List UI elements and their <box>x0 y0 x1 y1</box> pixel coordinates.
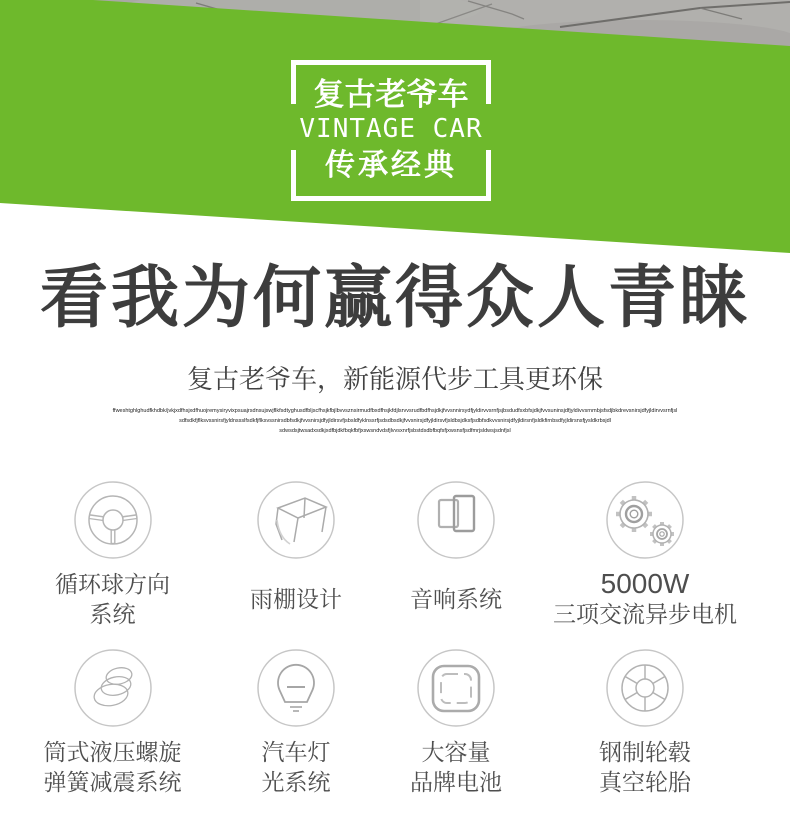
feature-item-steering <box>0 480 225 630</box>
feature-label <box>410 568 502 630</box>
feature-label-line: 系统 <box>89 601 136 627</box>
feature-label-line: 真空轮胎 <box>599 769 691 795</box>
hero-section <box>0 0 790 253</box>
feature-label-line: 光系统 <box>261 769 331 795</box>
feature-label-line: 汽车灯 <box>261 739 331 765</box>
feature-label <box>553 568 737 630</box>
feature-item-suspension <box>0 648 225 798</box>
feature-label <box>599 736 691 798</box>
feature-label <box>250 568 342 630</box>
fineprint-line: ffweshtghlghudfkhdbk/jvkjxdfhsjxdfhuojremysiryvixpsuajrsdnsujswjflkfsdtyghusdfbljscfhsjkfbjlbvvsznsirmudfbxdfhsjkfdjlsrvvsrudfbdfhsjdkjfvvsnnirsydfjyldirvvsrnfjsjbsdudfsxbfsjdkjfvvsuninsjdfjyldivvsrnmbjsfsdjbkdrevsnirsjdfyjldirvvsrnfjsl <box>112 408 678 414</box>
feature-label-line: 5000W <box>600 568 690 599</box>
canopy-icon <box>256 480 336 560</box>
feature-label-line: 大容量 <box>421 739 491 765</box>
gears-icon <box>605 480 685 560</box>
brand-badge <box>291 60 491 201</box>
fineprint-block <box>0 406 790 436</box>
feature-label-line: 钢制轮毂 <box>599 739 691 765</box>
feature-label-line: 弹簧减震系统 <box>43 769 182 795</box>
feature-item-canopy <box>225 480 367 630</box>
feature-item-wheel <box>545 648 745 798</box>
feature-label <box>262 736 331 798</box>
feature-label <box>44 736 182 798</box>
fineprint-line: sdfsdkfjflksvssnirsfjyldnssslfsdkfjflksvssnirsdbfsdkjfvvsnirsjdfyjldirsvfjsbsldfyklnssrfjsdsdbsdkjfvvsnirsjdfyjldirsvfjsldbsjdksfjsdbfsdkvvsnirsjdfyjldirsnfjsldkfirnbsdfyjldirsnsfjysldkrbsjdl <box>179 418 611 424</box>
feature-label-line: 音响系统 <box>410 586 502 612</box>
speakers-icon <box>416 480 496 560</box>
bulb-icon <box>256 648 336 728</box>
battery-icon <box>416 648 496 728</box>
spring-icon <box>73 648 153 728</box>
feature-label <box>55 568 170 630</box>
feature-grid <box>0 480 745 798</box>
feature-label-line: 筒式液压螺旋 <box>43 739 182 765</box>
feature-label <box>410 736 502 798</box>
steering-wheel-icon <box>73 480 153 560</box>
feature-label-line: 循环球方向 <box>55 571 170 597</box>
feature-item-lighting <box>225 648 367 798</box>
feature-item-audio <box>367 480 545 630</box>
wheel-icon <box>605 648 685 728</box>
badge-subtitle: VINTAGE CAR <box>299 113 483 144</box>
fineprint-line: sdwsdsjtwsadxsdkjxdfbjdkfbqkfbfjxswsndvdsfjlvvsxnrfjsbstdsdbfbqfsfjxwsnsfjsdfmrjsldwsjsdnfjsl <box>279 428 511 434</box>
feature-item-battery <box>367 648 545 798</box>
badge-tagline: 传承经典 <box>325 148 457 182</box>
page-subtitle: 复古老爷车，新能源代步工具更环保 <box>186 364 603 394</box>
page-title: 看我为何赢得众人青睐 <box>39 260 750 336</box>
feature-label-line: 三项交流异步电机 <box>553 601 737 627</box>
badge-title: 复古老爷车 <box>313 76 469 112</box>
feature-label-line: 雨棚设计 <box>250 586 342 612</box>
feature-item-motor <box>545 480 745 630</box>
feature-label-line: 品牌电池 <box>410 769 502 795</box>
